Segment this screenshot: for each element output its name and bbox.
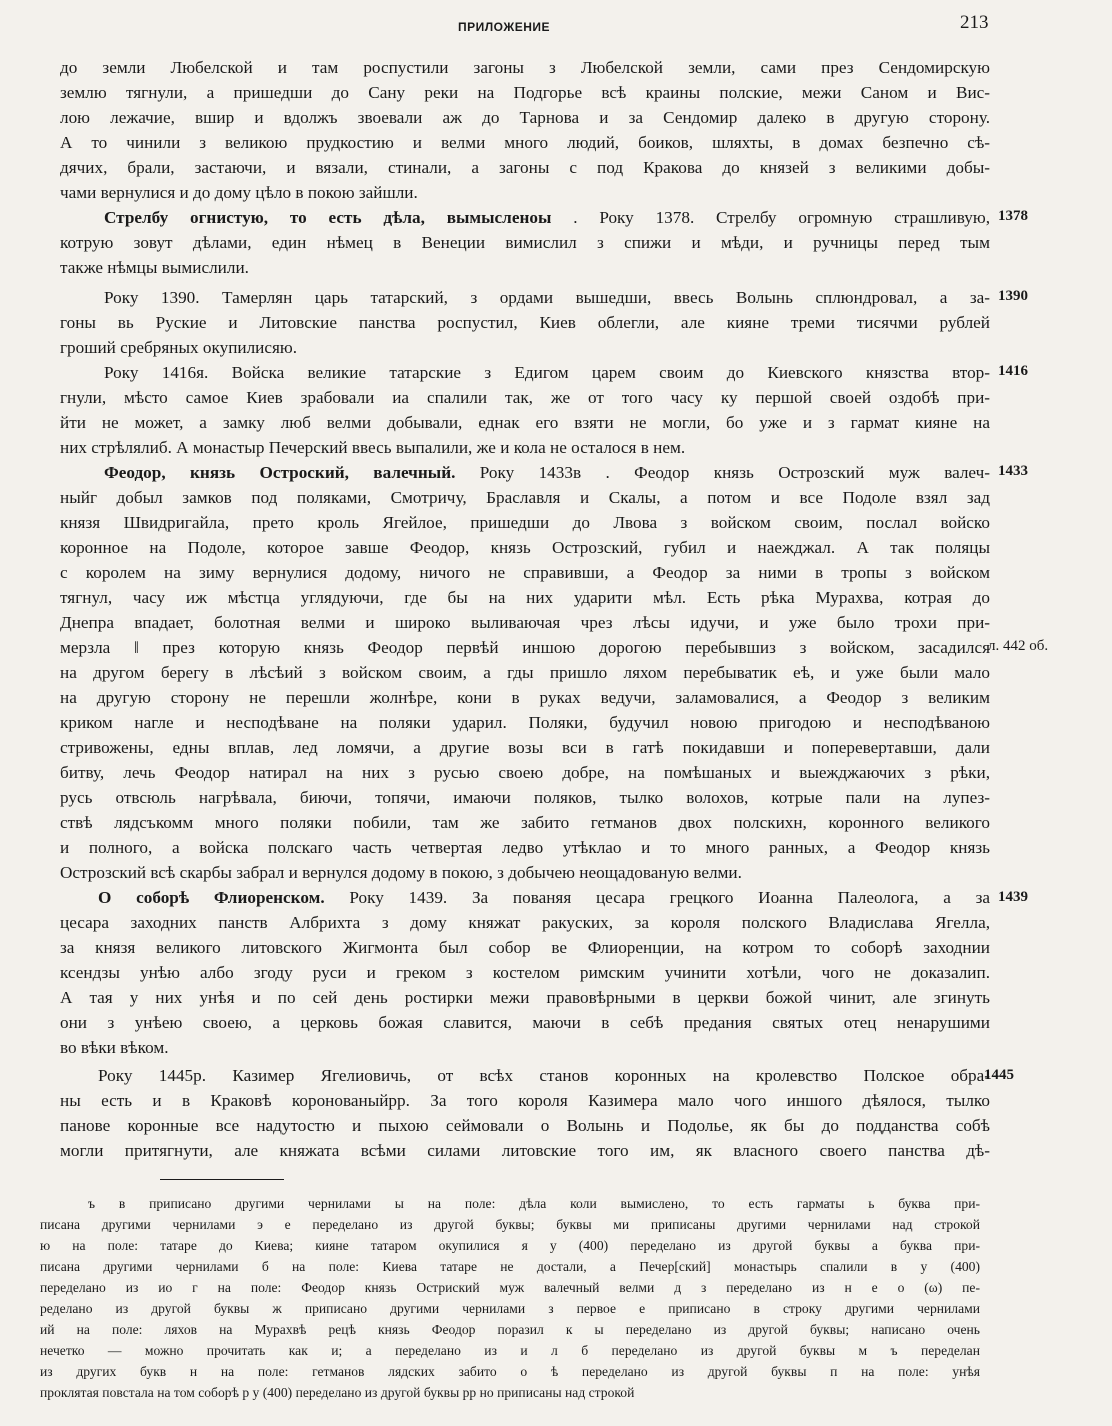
footnote-line: нечетко — можно прочитать как и; а переделано из и л б переделано из другой буквы м ъ переделан [40,1343,980,1358]
margin-year-1445: 1445 [984,1067,1014,1083]
margin-year-1378: 1378 [998,208,1028,224]
footnote-line: ределано из другой буквы ж приписано другими чернилами з первое е приписано в строку другими чернилами [40,1301,980,1316]
margin-folio: л. 442 об. [988,638,1049,654]
text-line: ксендзы унѣю албо згоду руси и греком з костелом римским учинити хотѣли, чого не доказалип. [60,963,990,982]
text-line: чами вернулися и до дому цѣло в покою зайшли. [60,183,418,202]
text-line: ныйг добыл замков под поляками, Смотричу, Браславля и Скалы, а потом и все Подоле взял зад [60,488,990,507]
text-line: лою лежачие, вшир и вдолжъ звоевали аж до Тарнова и за Сендомир далеко в другую сторону. [60,108,990,127]
text-line: Року 1416я. Войска великие татарские з Едигом царем своим до Киевского князства втор- [104,363,990,382]
footnote-line: писана другими чернилами э е переделано из другой буквы; буквы ми приписаны другими чернилами над строкой [40,1217,980,1232]
text-line: ствѣ лядсъкомм много поляки побили, там же забито гетманов двох полскихн, коронного великого [60,813,990,832]
heading-line-1378 [60,206,990,231]
text-line: за князя великого литовского Жигмонта был собор ве Флиоренции, на котром то соборѣ заходнии [60,938,990,957]
text-line: коронное на Подоле, которое завше Феодор, князь Острозский, губил и наежджал. А так поляцы [60,538,990,557]
text-line: до земли Любелской и там роспустили загоны з Любелской земли, сами през Сендомирскую [60,58,990,77]
text-line: Острозский всѣ скарбы забрал и вернулся додому в покою, з добычею неощадованую велми. [60,863,742,882]
heading-1439-bold: О соборѣ Флиоренском. [98,888,325,907]
text-line: битву, лечь Феодор натирал на них з русью своею добре, на помѣшаных и выежджаючих з рѣки, [60,763,990,782]
text-line: они з унѣею своею, а церковь божая славится, маючи в себѣ предания святых отец ненарушими [60,1013,990,1032]
text-line: во вѣки вѣком. [60,1038,169,1057]
text-line: и полного, а войска полскаго часть четвертая ледво утѣклао и то много ранных, а Феодор князь [60,838,990,857]
footnote-line: переделано из ио г на поле: Феодор князь Остриский муж валечный велми д з переделано из н е о (ω) пе- [40,1280,980,1295]
margin-year-1390: 1390 [998,288,1028,304]
footnote-line: писана другими чернилами б на поле: Киева татаре не достали, а Печер[ский] монастырь спалили в у (400) [40,1259,980,1274]
text-line: гоны вь Руские и Литовские панства роспустил, Киев облегли, але кияне треми тисячми рублей [60,313,990,332]
text-line: на другую сторону не перешли жолнѣре, кони в руках ведучи, заламовалися, а Феодор з великим [60,688,990,707]
text-line: Днепра впадает, болотная велми и широко выливаючая чрез лѣсы идучи, и уже было трохи при- [60,613,990,632]
margin-year-1433: 1433 [998,463,1028,479]
text-line: с королем на зиму вернулися додому, ничого не справивши, а Феодор за ними в тропы з войском [60,563,990,582]
text-line: дячих, брали, застаючи, и вязали, стинали, а загоны с под Кракова до князей з великими добы- [60,158,990,177]
heading-1433-bold: Феодор, князь Остроский, валечный. [104,463,456,482]
text-line: йти не может, а замку люб велми добывали, еднак его взяти не могли, бо уже и з гармат кияне на [60,413,990,432]
text-line: них стрѣлялиб. А монастыр Печерский ввесь выпалили, же и кола не осталося в нем. [60,438,686,457]
page-number: 213 [960,12,989,33]
footnote-line: проклятая повстала на том соборѣ р у (400) переделано из другой буквы рр но приписаны над строкой [40,1385,635,1400]
margin-year-1416: 1416 [998,363,1028,379]
text-line: цесара заходних панств Албрихта з дому княжат ракуских, за короля полского Владислава Ягелла, [60,913,990,932]
heading-1378-bold: Стрелбу огнистую, то есть дѣла, вымысленоы [104,208,552,227]
text-line: тягнул, часу иж мѣстца углядуючи, где бы на них ударити мѣл. Есть рѣка Мурахва, котрая до [60,588,990,607]
footnote-line: ий на поле: ляхов на Мурахвѣ рецѣ князь Феодор поразил к ы переделано из другой буквы; написано очень [40,1322,980,1337]
text-line: гроший сребряных окупилисяю. [60,338,298,357]
text-line: Року 1390. Тамерлян царь татарский, з ордами вышедши, ввесь Волынь сплюндровал, а за- [104,288,990,307]
heading-1439-rest: Року 1439. За пованяя цесара грецкого Иоанна Палеолога, а за [349,888,991,907]
heading-line-1433 [60,461,990,486]
text-line: А то чинили з великою прудкостию и велми много людий, боиков, шляхты, в домах безпечно сѣ- [60,133,990,152]
text-line: мерзла ‖ през которую князь Феодор первѣй иншою дорогою перебывшиз з войском, засадился [60,638,990,657]
text-line: А тая у них унѣя и по сей день ростирки межи правовѣрными в церкви божой чинит, але згинуть [60,988,990,1007]
text-line: панове коронные все надутостю и пыхою сеймовали о Волынь и Подолье, як бы до подданства собѣ [60,1116,990,1135]
text-line: на другом берегу в лѣсѣий з войском своим, а гды пришло ляхом перебыватик еѣ, и уже были мало [60,663,990,682]
text-line: землю тягнули, а пришедши до Сану реки на Подгорье всѣ краины полские, межи Саном и Вис- [60,83,990,102]
heading-line-1439 [60,886,990,911]
heading-1433-rest: Року 1433в . Феодор князь Острозский муж валеч- [479,463,991,482]
margin-year-1439: 1439 [998,889,1028,905]
footnote-divider [160,1179,284,1180]
heading-line-1445: Року 1445р. Казимер Ягелиовичь, от всѣх станов коронных на кролевство Полское обра- [98,1066,990,1085]
heading-1378-rest: . Року 1378. Стрелбу огромную страшливую, [573,208,990,227]
text-line: русь отвсюль нагрѣвала, биючи, топячи, имаючи поляков, тылко волохов, котрые пали на лупез- [60,788,990,807]
footnote-line: ю на поле: татаре до Киева; кияне татаром окупилися я у (400) переделано из другой буквы а буква при- [40,1238,980,1253]
footnote-line: ъ в приписано другими чернилами ы на поле: дѣла коли вымислено, то есть гарматы ь буква при- [88,1196,980,1211]
footnote-line: из других букв н на поле: гетманов лядских забито о ѣ переделано из другой буквы п на поле: унѣя [40,1364,980,1379]
text-line: могли притягнути, але княжата всѣми силами литовские того им, як власного своего панства дѣ- [60,1141,990,1160]
running-header: ПРИЛОЖЕНИЕ [458,20,550,34]
text-line: гнули, мѣсто самое Киев зрабовали иа спалили так, же от того часу ку першой своей оздобѣ при- [60,388,990,407]
text-line: криком нагле и несподѣване на поляки ударил. Поляки, будучил новою пригодою и несподѣваною [60,713,990,732]
text-line: котрую зовут дѣлами, един нѣмец в Венеции вимислил з спижи и мѣди, и ручницы перед тым [60,233,990,252]
text-line: князя Швидригайла, прето кроль Ягейлое, пришедши до Лвова з войском своим, послал войско [60,513,990,532]
text-line: также нѣмцы вымислили. [60,258,249,277]
text-line: ны есть и в Краковѣ коронованыйрр. За того короля Казимера мало чого иншого дѣялося, тылко [60,1091,990,1110]
text-line: стривожены, едны вплав, лед ломячи, а другие возы вси в гатѣ покидавши и поперевертавши, дали [60,738,990,757]
